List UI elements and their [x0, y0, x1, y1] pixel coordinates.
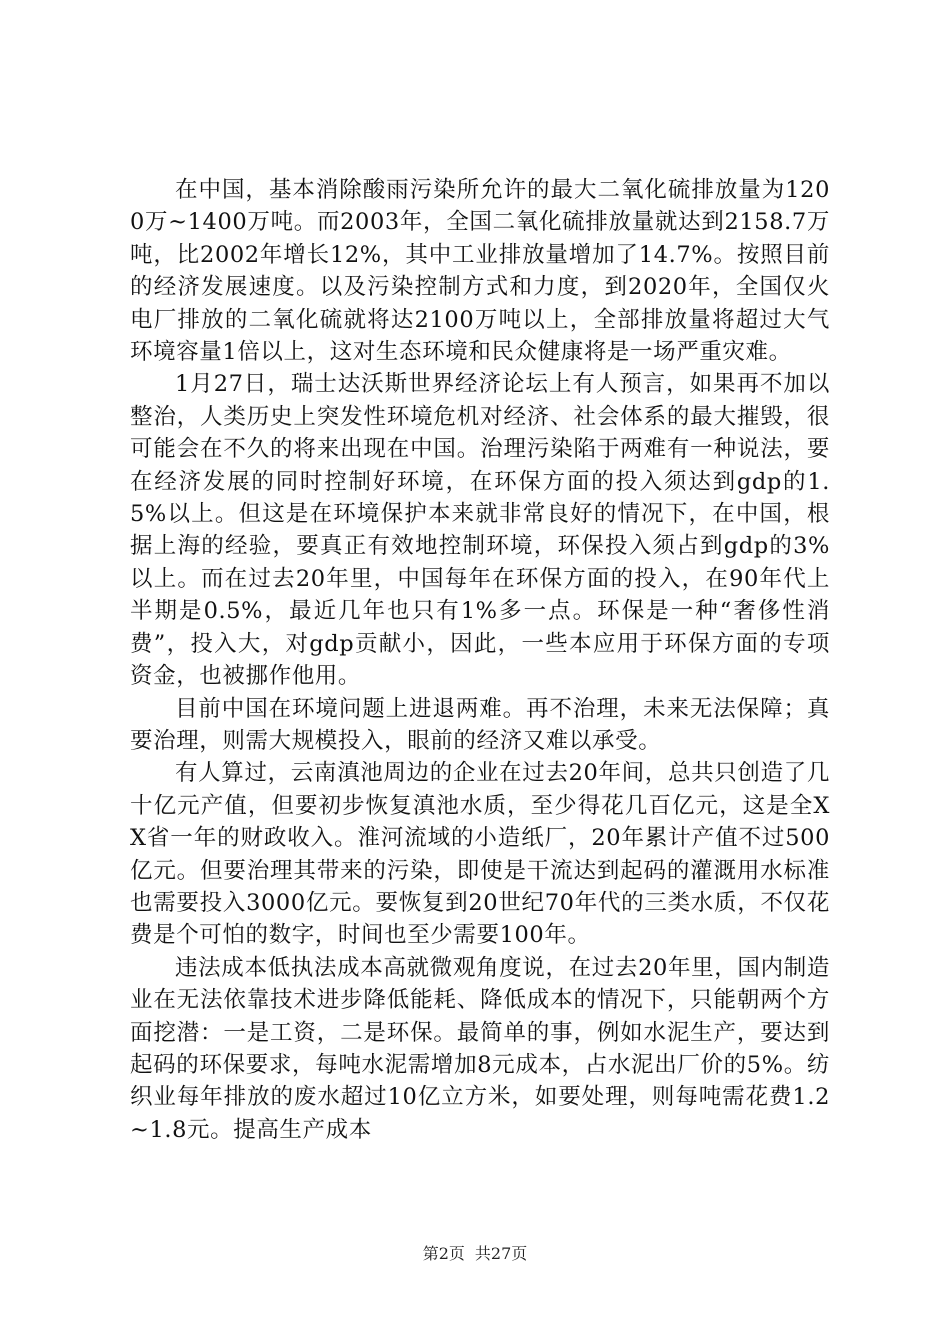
document-body [130, 174, 830, 1146]
paragraph-violation-cost: 违法成本低执法成本高就微观角度说，在过去20年里，国内制造业在无法依靠技术进步降低能耗、降低成本的情况下，只能朝两个方面挖潜：一是工资，二是环保。最简单的事，例如水泥生产，要达到起码的环保要求，每吨水泥需增加8元成本，占水泥出厂价的5%。纺织业每年排放的废水超过10亿立方米，如要处理，则每吨需花费1.2~1.8元。提高生产成本 [130, 954, 830, 1143]
paragraph-davos-forum: 1月27日，瑞士达沃斯世界经济论坛上有人预言，如果再不加以整治，人类历史上突发性环境危机对经济、社会体系的最大摧毁，很可能会在不久的将来出现在中国。治理污染陷于两难有一种说法，要在经济发展的同时控制好环境，在环保方面的投入须达到gdp的1.5%以上。但这是在环境保护本来就非常良好的情况下，在中国，根据上海的经验，要真正有效地控制环境，环保投入须占到gdp的3%以上。而在过去20年里，中国每年在环保方面的投入，在90年代上半期是0.5%，最近几年也只有1%多一点。环保是一种“奢侈性消费”，投入大，对gdp贡献小，因此，一些本应用于环保方面的专项资金，也被挪作他用。 [130, 371, 830, 690]
page-footer [0, 1244, 950, 1264]
paragraph-sulfur-dioxide: 在中国，基本消除酸雨污染所允许的最大二氧化硫排放量为1200万~1400万吨。而2003年，全国二氧化硫排放量就达到2158.7万吨，比2002年增长12%，其中工业排放量增加了14.7%。按照目前的经济发展速度。以及污染控制方式和力度，到2020年，全国仅火电厂排放的二氧化硫就将达2100万吨以上，全部排放量将超过大气环境容量1倍以上，这对生态环境和民众健康将是一场严重灾难。 [130, 177, 830, 366]
paragraph-dilemma: 目前中国在环境问题上进退两难。再不治理，未来无法保障；真要治理，则需大规模投入，眼前的经济又难以承受。 [130, 695, 830, 754]
page-total: 共27页 [474, 1244, 528, 1263]
paragraph-dianchi-huaihe: 有人算过，云南滇池周边的企业在过去20年间，总共只创造了几十亿元产值，但要初步恢复滇池水质，至少得花几百亿元，这是全XX省一年的财政收入。淮河流域的小造纸厂，20年累计产值不过500亿元。但要治理其带来的污染，即使是干流达到起码的灌溉用水标准也需要投入3000亿元。要恢复到20世纪70年代的三类水质，不仅花费是个可怕的数字，时间也至少需要100年。 [130, 760, 830, 949]
page-number: 第2页 [422, 1244, 465, 1263]
